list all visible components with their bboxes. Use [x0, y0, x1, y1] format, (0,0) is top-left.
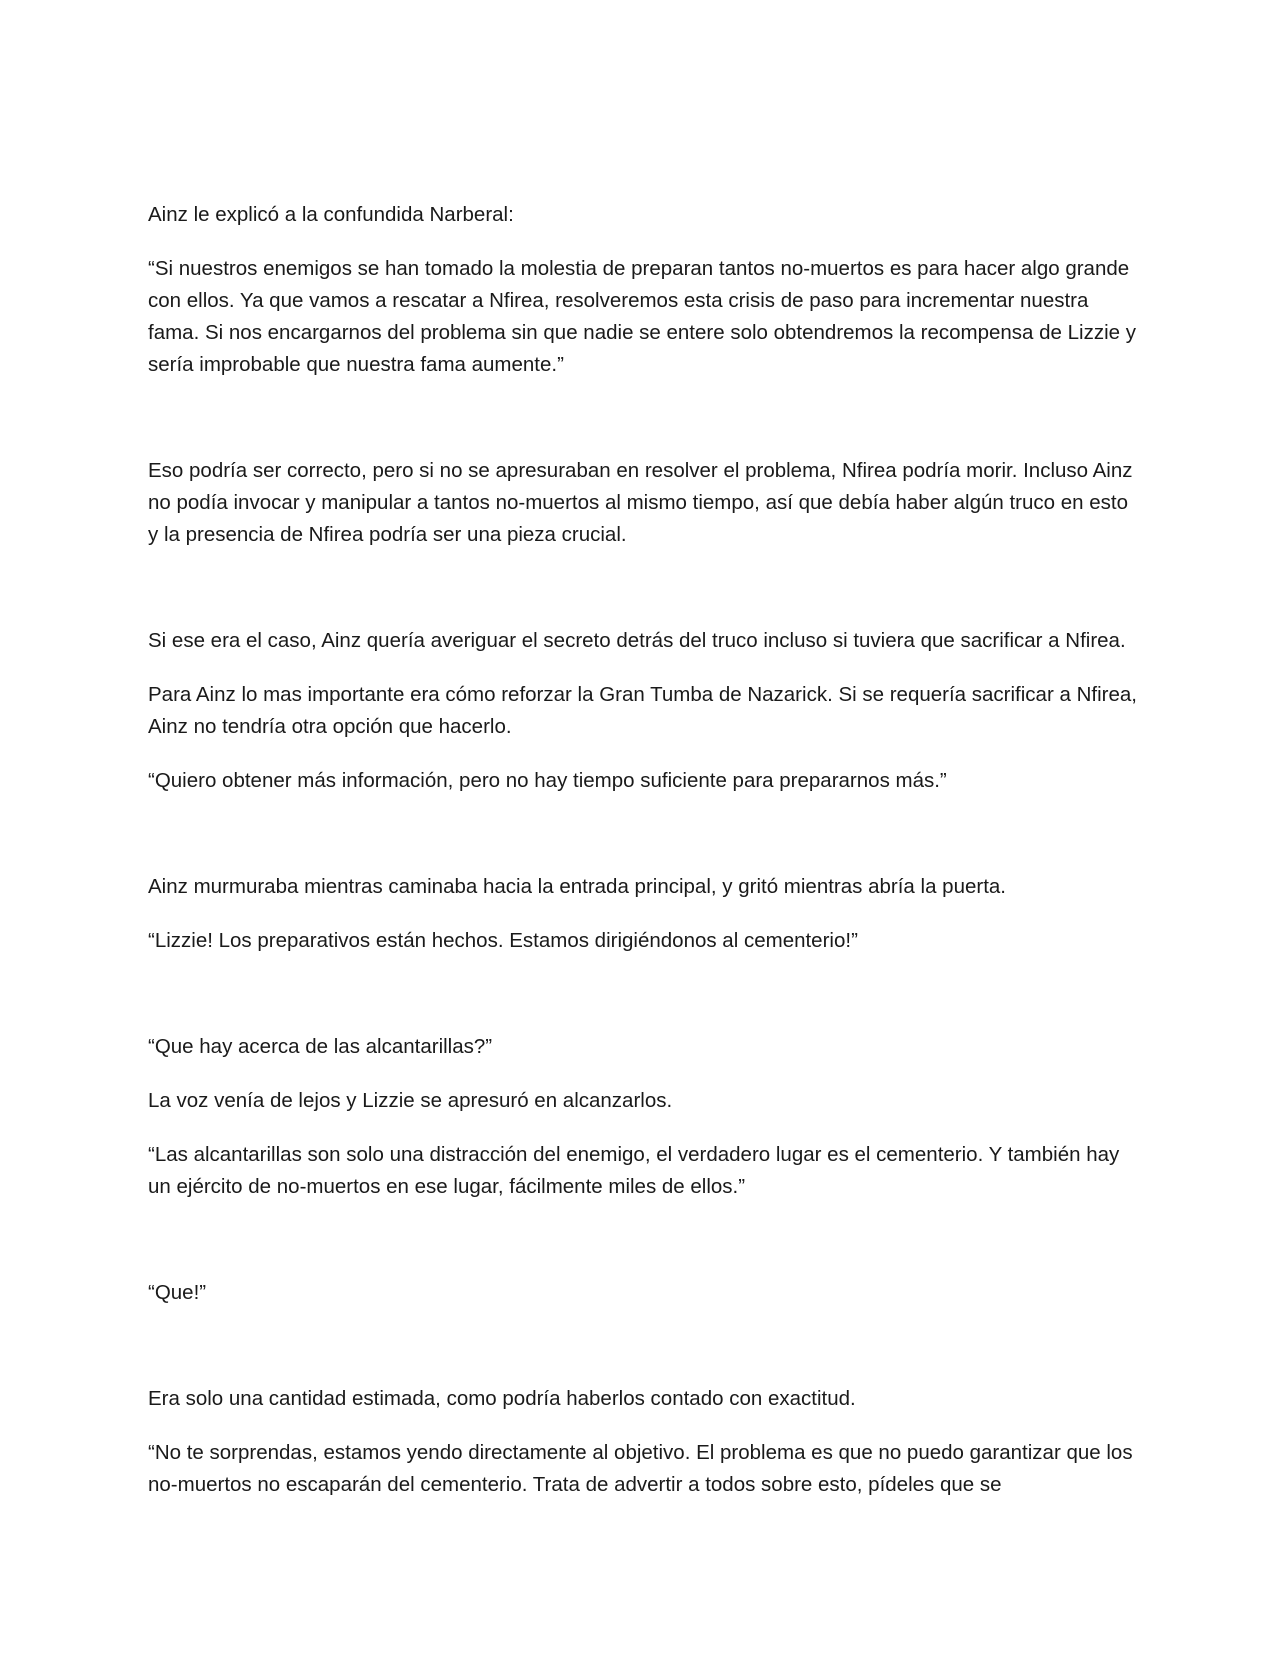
paragraph: Si ese era el caso, Ainz quería averiguar el secreto detrás del truco incluso si tuviera que sacrificar a Nfirea. [148, 629, 1126, 652]
paragraph: “Las alcantarillas son solo una distracción del enemigo, el verdadero lugar es el cementerio. Y también hay un ejército de no-muertos en ese lugar, fácilmente miles de ellos.” [148, 1143, 1120, 1198]
paragraph: Eso podría ser correcto, pero si no se apresuraban en resolver el problema, Nfirea podría morir. Incluso Ainz no podía invocar y manipular a tantos no-muertos al mismo tiempo, así que debía haber algún truco en esto y la presencia de Nfirea podría ser una pieza crucial. [148, 459, 1133, 546]
paragraph: “Quiero obtener más información, pero no hay tiempo suficiente para prepararnos más.” [148, 769, 947, 792]
paragraph: “Lizzie! Los preparativos están hechos. Estamos dirigiéndonos al cementerio!” [148, 929, 858, 952]
paragraph: “Si nuestros enemigos se han tomado la molestia de preparan tantos no-muertos es para hacer algo grande con ellos. Ya que vamos a rescatar a Nfirea, resolveremos esta crisis de paso para incrementar nuestra fama. Si nos encargarnos del problema sin que nadie se entere solo obtendremos la recompensa de Lizzie y sería improbable que nuestra fama aumente.” [148, 257, 1136, 376]
document-body [148, 199, 1138, 1501]
paragraph: “Que hay acerca de las alcantarillas?” [148, 1035, 493, 1058]
paragraph: Ainz le explicó a la confundida Narberal: [148, 203, 514, 226]
paragraph: “Que!” [148, 1281, 207, 1304]
paragraph: Para Ainz lo mas importante era cómo reforzar la Gran Tumba de Nazarick. Si se requería sacrificar a Nfirea, Ainz no tendría otra opción que hacerlo. [148, 683, 1137, 738]
paragraph: Era solo una cantidad estimada, como podría haberlos contado con exactitud. [148, 1387, 856, 1410]
paragraph: Ainz murmuraba mientras caminaba hacia la entrada principal, y gritó mientras abría la puerta. [148, 875, 1006, 898]
paragraph: “No te sorprendas, estamos yendo directamente al objetivo. El problema es que no puedo garantizar que los no-muertos no escaparán del cementerio. Trata de advertir a todos sobre esto, pídeles que se [148, 1441, 1133, 1496]
paragraph: La voz venía de lejos y Lizzie se apresuró en alcanzarlos. [148, 1089, 673, 1112]
